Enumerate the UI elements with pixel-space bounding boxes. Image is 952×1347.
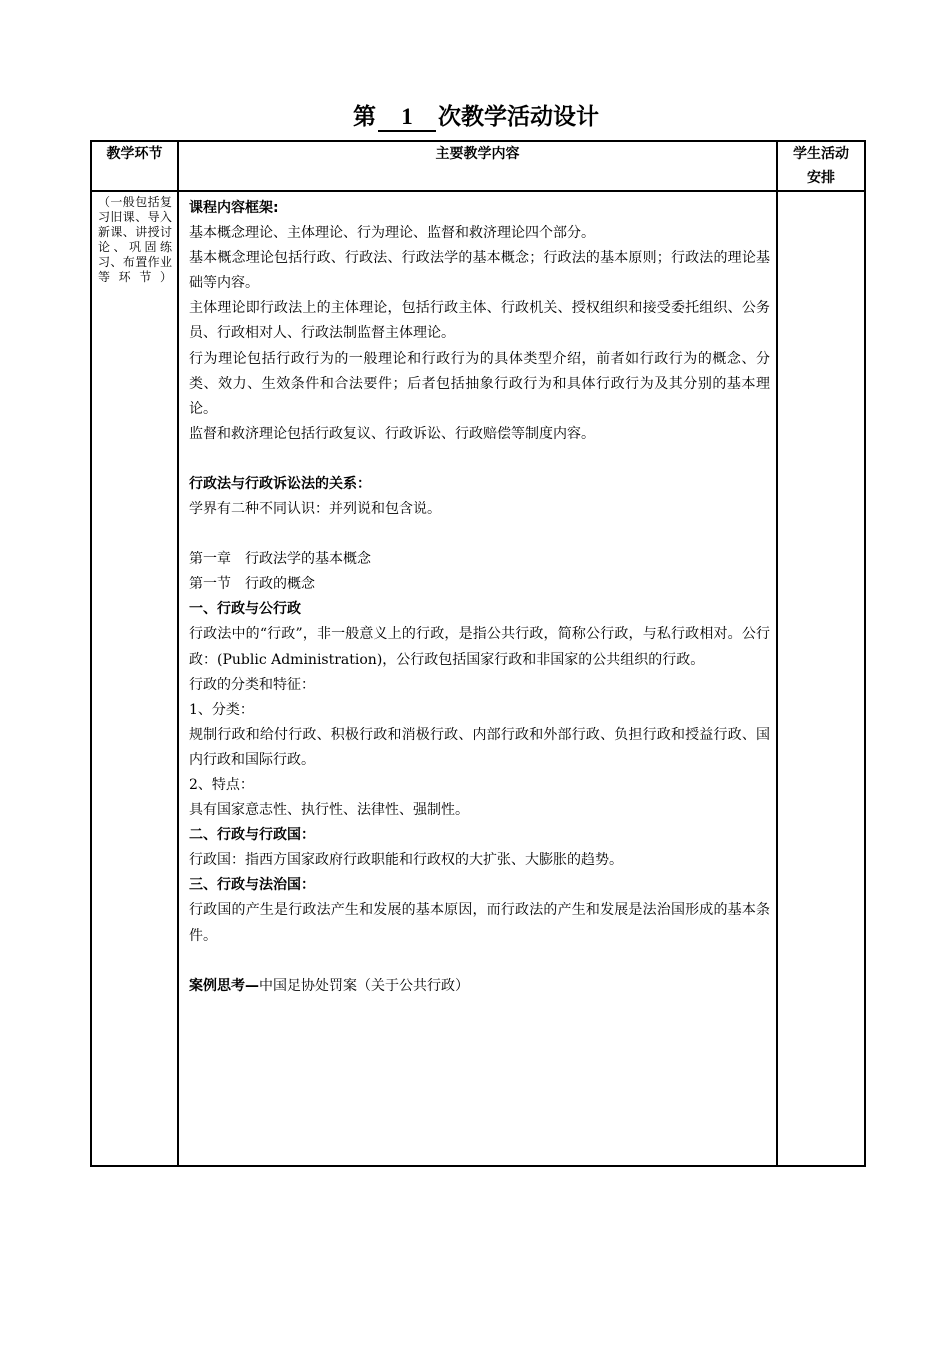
page-title: [0, 102, 952, 132]
header-stage: 教学环节: [91, 141, 178, 191]
chapter-title: 第一章 行政法学的基本概念: [189, 551, 371, 568]
heading-3-text: 行政国的产生是行政法产生和发展的基本原因，而行政法的产生和发展是法治国形成的基本条件。: [189, 902, 770, 944]
title-suffix: 次教学活动设计: [438, 104, 599, 130]
title-number: 1: [378, 104, 436, 132]
spacer: [189, 949, 770, 974]
feature-label: 2、特点：: [189, 776, 254, 793]
main-content: [179, 192, 776, 999]
teaching-plan-table: [90, 140, 866, 1167]
case-text: 中国足协处罚案（关于公共行政）: [259, 977, 469, 994]
header-student-activity: [777, 141, 865, 191]
feature-text: 具有国家意志性、执行性、法律性、强制性。: [189, 802, 469, 819]
relation-text: 学界有二种不同认识：并列说和包含说。: [189, 501, 441, 518]
classification-label: 1、分类：: [189, 701, 254, 718]
framework-paragraph-3: 主体理论即行政法上的主体理论，包括行政主体、行政机关、授权组织和接受委托组织、公务员、行政相对人、行政法制监督主体理论。: [189, 300, 770, 342]
framework-heading: 课程内容框架:: [189, 200, 279, 216]
heading-1: 一、行政与公行政: [189, 601, 301, 618]
table-header-row: [91, 141, 865, 191]
content-cell: [178, 191, 777, 1166]
heading-2: 二、行政与行政国：: [189, 827, 315, 844]
heading-1-text: 行政法中的“行政”，非一般意义上的行政，是指公共行政，简称公行政，与私行政相对。公行政：(Public Administration)，公行政包括国家行政和非国家的公共组织的行政。: [189, 626, 770, 668]
classification-intro: 行政的分类和特征：: [189, 676, 315, 693]
stage-cell: [91, 191, 178, 1166]
framework-paragraph-4: 行为理论包括行政行为的一般理论和行政行为的具体类型介绍，前者如行政行为的概念、分类、效力、生效条件和合法要件；后者包括抽象行政行为和具体行政行为及其分别的基本理论。: [189, 350, 770, 417]
heading-2-text: 行政国：指西方国家政府行政职能和行政权的大扩张、大膨胀的趋势。: [189, 852, 623, 869]
section-title: 第一节 行政的概念: [189, 576, 315, 593]
student-activity-cell: [777, 191, 865, 1166]
header-content: 主要教学内容: [178, 141, 777, 191]
framework-paragraph-2: 基本概念理论包括行政、行政法、行政法学的基本概念；行政法的基本原则；行政法的理论基础等内容。: [189, 250, 770, 292]
spacer: [189, 447, 770, 472]
framework-paragraph-5: 监督和救济理论包括行政复议、行政诉讼、行政赔偿等制度内容。: [189, 425, 595, 442]
header-student-activity-label: 学生活动安排: [793, 146, 849, 186]
heading-3: 三、行政与法治国：: [189, 877, 315, 894]
table-body-row: [91, 191, 865, 1166]
relation-heading: 行政法与行政诉讼法的关系：: [189, 475, 371, 492]
case-line: [189, 974, 770, 999]
title-prefix: 第: [353, 104, 376, 130]
classification-text: 规制行政和给付行政、积极行政和消极行政、内部行政和外部行政、负担行政和授益行政、国内行政和国际行政。: [189, 726, 770, 768]
spacer: [189, 522, 770, 547]
stage-note: （一般包括复习旧课、导入新课、讲授讨论、巩固练习、布置作业等环节）: [98, 195, 172, 284]
case-label: 案例思考—: [189, 977, 259, 994]
framework-paragraph-1: 基本概念理论、主体理论、行为理论、监督和救济理论四个部分。: [189, 225, 595, 242]
